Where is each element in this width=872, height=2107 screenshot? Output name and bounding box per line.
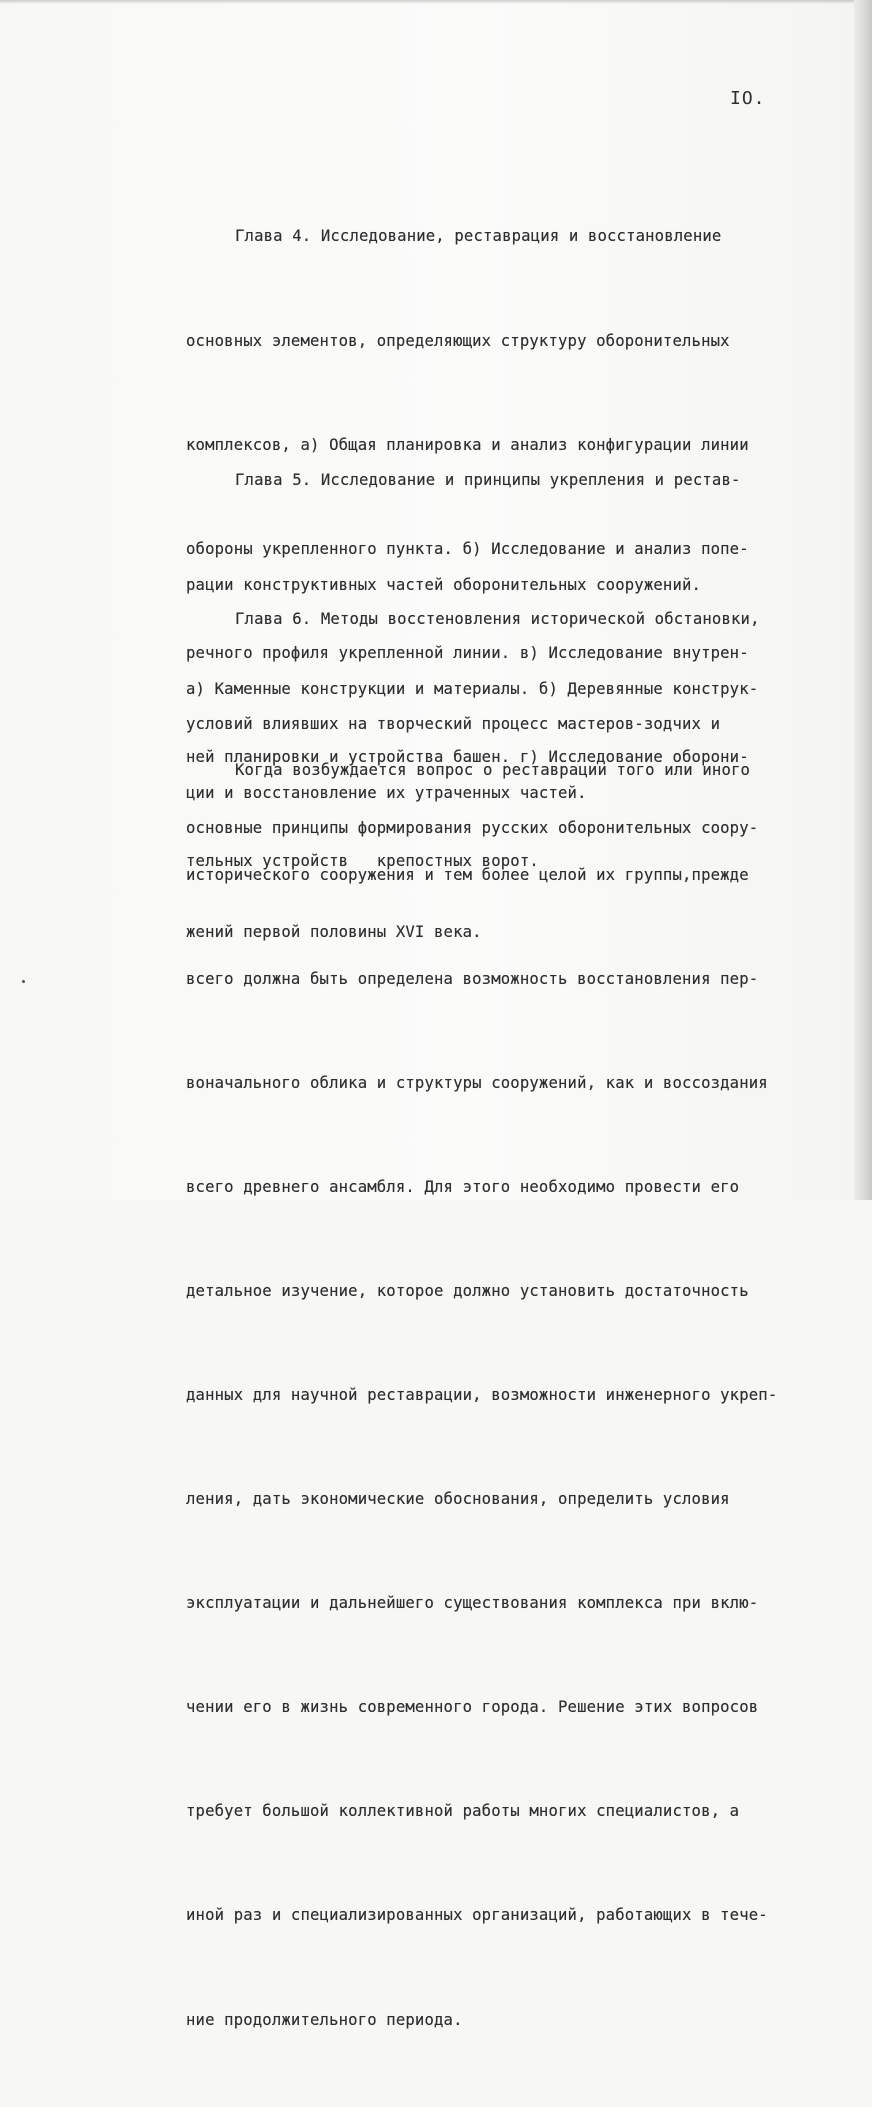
text-line: речного профиля укрепленной линии. в) Исследование внутрен- bbox=[186, 643, 749, 662]
text-line: детальное изучение, которое должно установить достаточность bbox=[186, 1281, 749, 1300]
text-line: жений первой половины XVI века. bbox=[186, 922, 482, 941]
text-line: ней планировки и устройства башен. г) Исследование оборони- bbox=[186, 747, 749, 766]
page-number: IO. bbox=[730, 88, 766, 109]
text-line: иной раз и специализированных организаций, работающих в тече- bbox=[186, 1906, 768, 1925]
text-line: основных элементов, определяющих структуру оборонительных bbox=[186, 331, 730, 350]
text-line: всего должна быть определена возможность восстановления пер- bbox=[186, 969, 759, 988]
text-line: данных для научной реставрации, возможности инженерного укреп- bbox=[186, 1385, 778, 1404]
scan-right-edge bbox=[854, 0, 872, 1200]
text-line: ции и восстановление их утраченных частей. bbox=[186, 783, 587, 802]
restoration-paragraph bbox=[186, 684, 846, 2107]
text-line: обороны укрепленного пункта. б) Исследование и анализ попе- bbox=[186, 539, 749, 558]
text-line: требует большой коллективной работы многих специалистов, а bbox=[186, 1802, 740, 1821]
text-line: воначального облика и структуры сооружений, как и воссоздания bbox=[186, 1073, 768, 1092]
text-line: ления, дать экономические обоснования, определить условия bbox=[186, 1490, 730, 1509]
text-line: эксплуатации и дальнейшего существования комплекса при вклю- bbox=[186, 1594, 759, 1613]
text-line: Глава 4. Исследование, реставрация и восстановление bbox=[235, 227, 722, 246]
text-line: Глава 5. Исследование и принципы укрепления и рестав- bbox=[235, 471, 741, 490]
text-line: Глава 6. Методы восстеновления исторической обстановки, bbox=[235, 610, 760, 629]
text-line: Когда возбуждается вопрос о реставрации того или иного bbox=[235, 761, 751, 780]
scan-speck bbox=[22, 980, 25, 983]
text-line: рации конструктивных частей оборонительных сооружений. bbox=[186, 575, 702, 594]
text-line: всего древнего ансамбля. Для этого необходимо провести его bbox=[186, 1177, 740, 1196]
text-line: тельных устройств крепостных ворот. bbox=[186, 851, 539, 870]
text-line: комплексов, а) Общая планировка и анализ конфигурации линии bbox=[186, 435, 749, 454]
text-line: а) Каменные конструкции и материалы. б) Деревянные конструк- bbox=[186, 679, 759, 698]
text-line: основные принципы формирования русских оборонительных соору- bbox=[186, 818, 759, 837]
text-line: исторического сооружения и тем более целой их группы,прежде bbox=[186, 865, 749, 884]
scan-top-shadow bbox=[0, 0, 872, 4]
text-line: чении его в жизнь современного города. Решение этих вопросов bbox=[186, 1698, 759, 1717]
text-line: ние продолжительного периода. bbox=[186, 2010, 463, 2029]
text-line: условий влиявших на творческий процесс мастеров-зодчих и bbox=[186, 714, 721, 733]
